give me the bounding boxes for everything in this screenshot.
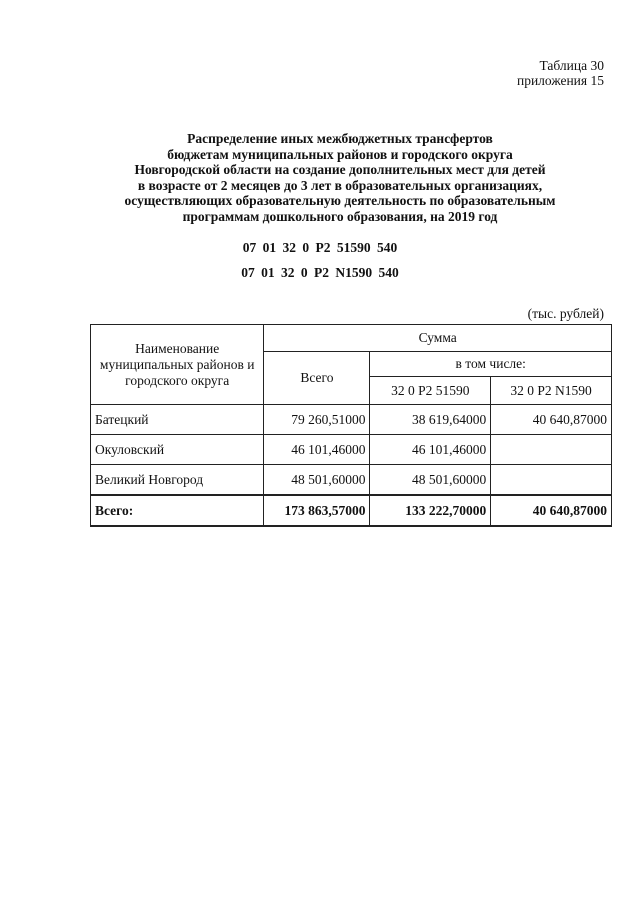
row-total: 48 501,60000 — [264, 465, 370, 496]
units-label: (тыс. рублей) — [527, 306, 604, 321]
row-total: 46 101,46000 — [264, 435, 370, 465]
row-col-a: 46 101,46000 — [370, 435, 491, 465]
header-total: Всего — [264, 352, 370, 405]
appendix-number: приложения 15 — [516, 73, 604, 88]
title-line: программам дошкольного образования, на 2019 год — [182, 208, 498, 224]
header-sum: Сумма — [264, 325, 612, 352]
distribution-table — [90, 324, 612, 527]
table-row — [91, 435, 612, 465]
row-col-b — [491, 465, 612, 496]
table-row — [91, 465, 612, 496]
header-including: в том числе: — [370, 352, 612, 377]
row-col-a: 38 619,64000 — [370, 405, 491, 435]
header-col-a: 32 0 P2 51590 — [370, 377, 491, 405]
row-col-b — [491, 435, 612, 465]
row-col-a: 48 501,60000 — [370, 465, 491, 496]
total-sum: 173 863,57000 — [264, 495, 370, 526]
row-name: Окуловский — [91, 435, 264, 465]
total-col-a: 133 222,70000 — [370, 495, 491, 526]
table-row — [91, 405, 612, 435]
total-label: Всего: — [91, 495, 264, 526]
title-line: осуществляющих образовательную деятельность по образовательным — [124, 193, 556, 209]
budget-code-2: 07 01 32 0 P2 N1590 540 — [241, 265, 399, 280]
document-reference — [517, 58, 604, 88]
header-name: Наименование муниципальных районов и городского округа — [91, 325, 264, 405]
document-title — [60, 131, 620, 225]
row-name: Батецкий — [91, 405, 264, 435]
total-row — [91, 495, 612, 526]
row-col-b: 40 640,87000 — [491, 405, 612, 435]
budget-code-1: 07 01 32 0 P2 51590 540 — [242, 240, 398, 255]
title-line: бюджетам муниципальных районов и городского округа — [167, 146, 513, 162]
header-col-b: 32 0 P2 N1590 — [491, 377, 612, 405]
row-total: 79 260,51000 — [264, 405, 370, 435]
row-name: Великий Новгород — [91, 465, 264, 496]
table-number: Таблица 30 — [539, 58, 604, 73]
title-line: в возрасте от 2 месяцев до 3 лет в образовательных организациях, — [137, 177, 543, 193]
title-line: Распределение иных межбюджетных трансфертов — [187, 131, 493, 146]
total-col-b: 40 640,87000 — [491, 495, 612, 526]
title-line: Новгородской области на создание дополнительных мест для детей — [134, 162, 546, 178]
